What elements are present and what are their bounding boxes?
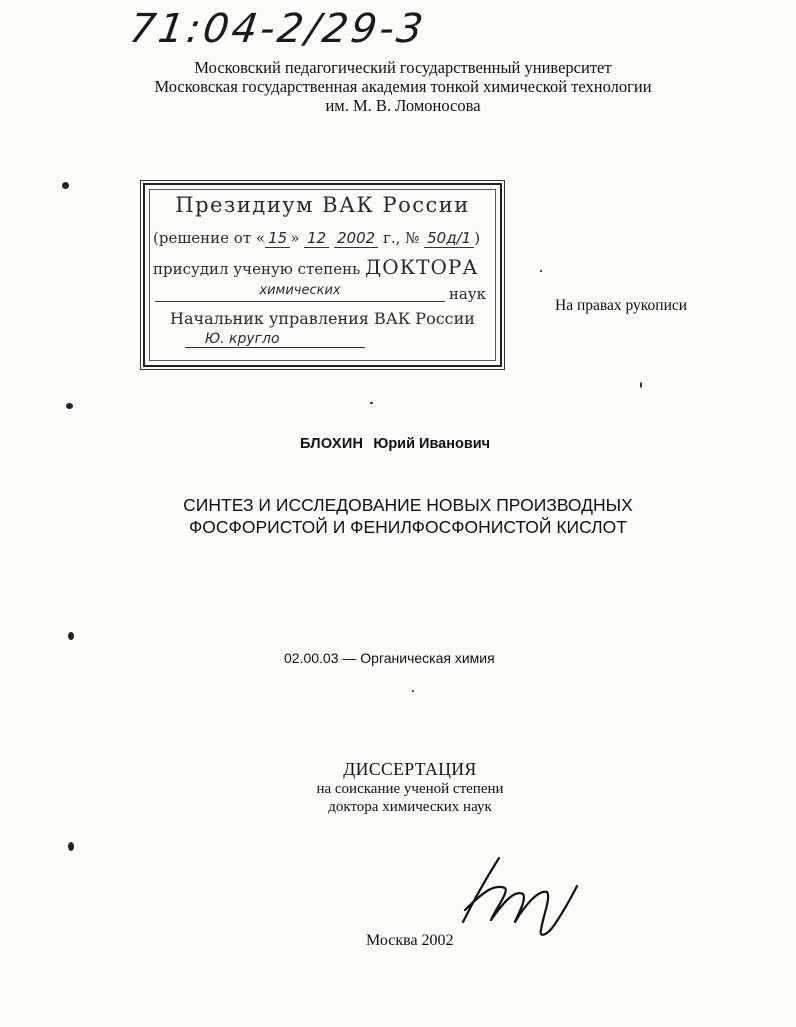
dissertation-title bbox=[120, 494, 696, 538]
dissertation-block bbox=[250, 758, 570, 816]
university-name: Московский педагогический государственный университет bbox=[194, 58, 612, 77]
stamp-signature: Ю. кругло bbox=[185, 331, 365, 348]
stamp-year: 2002 bbox=[334, 229, 378, 248]
scan-speck bbox=[66, 403, 73, 409]
stamp-field: химических bbox=[155, 283, 445, 302]
title-line-2: ФОСФОРИСТОЙ И ФЕНИЛФОСФОНИСТОЙ КИСЛОТ bbox=[189, 517, 627, 537]
stamp-degree: ДОКТОРА bbox=[365, 255, 479, 279]
archive-number: 71:04-2/29-3 bbox=[126, 6, 429, 52]
stamp-number-suffix: ) bbox=[474, 229, 481, 247]
vak-stamp bbox=[143, 183, 502, 367]
scan-speck bbox=[640, 382, 642, 388]
stamp-decision-line: (решение от « 15 » 12 2002 г., № 50д/1 ) bbox=[153, 229, 481, 247]
scan-speck bbox=[68, 632, 74, 640]
city-year: Москва 2002 bbox=[366, 932, 454, 949]
institutions-header bbox=[100, 58, 706, 115]
author-surname: БЛОХИН bbox=[300, 436, 364, 452]
title-line-1: СИНТЕЗ И ИССЛЕДОВАНИЕ НОВЫХ ПРОИЗВОДНЫХ bbox=[183, 495, 633, 515]
stamp-field-line bbox=[155, 283, 490, 303]
dissertation-field-line: доктора химических наук bbox=[328, 799, 492, 815]
academy-name: Московская государственная академия тонкой химической технологии bbox=[154, 77, 652, 96]
dissertation-degree-line: на соискание ученой степени bbox=[316, 781, 504, 797]
stamp-field-suffix: наук bbox=[448, 285, 486, 303]
scan-speck bbox=[370, 402, 373, 404]
stamp-month: 12 bbox=[304, 229, 329, 248]
dissertation-heading: ДИССЕРТАЦИЯ bbox=[343, 759, 477, 779]
scan-speck bbox=[540, 270, 542, 272]
scan-speck bbox=[412, 690, 414, 692]
stamp-awarded-line bbox=[153, 255, 479, 279]
specialty: 02.00.03 — Органическая химия bbox=[284, 650, 495, 666]
stamp-day: 15 bbox=[265, 229, 290, 248]
scan-speck bbox=[62, 182, 69, 189]
rights-note: На правах рукописи bbox=[555, 297, 688, 314]
author-given-names: Юрий Иванович bbox=[373, 436, 491, 452]
stamp-number-prefix: г., № bbox=[382, 229, 420, 247]
author-name bbox=[300, 436, 490, 452]
stamp-awarded-prefix: присудил ученую степень bbox=[153, 260, 361, 278]
stamp-title: Президиум ВАК России bbox=[175, 193, 470, 217]
author-signature bbox=[455, 850, 595, 940]
stamp-number: 50д/1 bbox=[424, 229, 474, 248]
stamp-decision-prefix: (решение от bbox=[153, 229, 252, 247]
stamp-head: Начальник управления ВАК России bbox=[170, 309, 475, 328]
academy-named-after: им. М. В. Ломоносова bbox=[325, 96, 481, 115]
scan-speck bbox=[68, 842, 74, 851]
